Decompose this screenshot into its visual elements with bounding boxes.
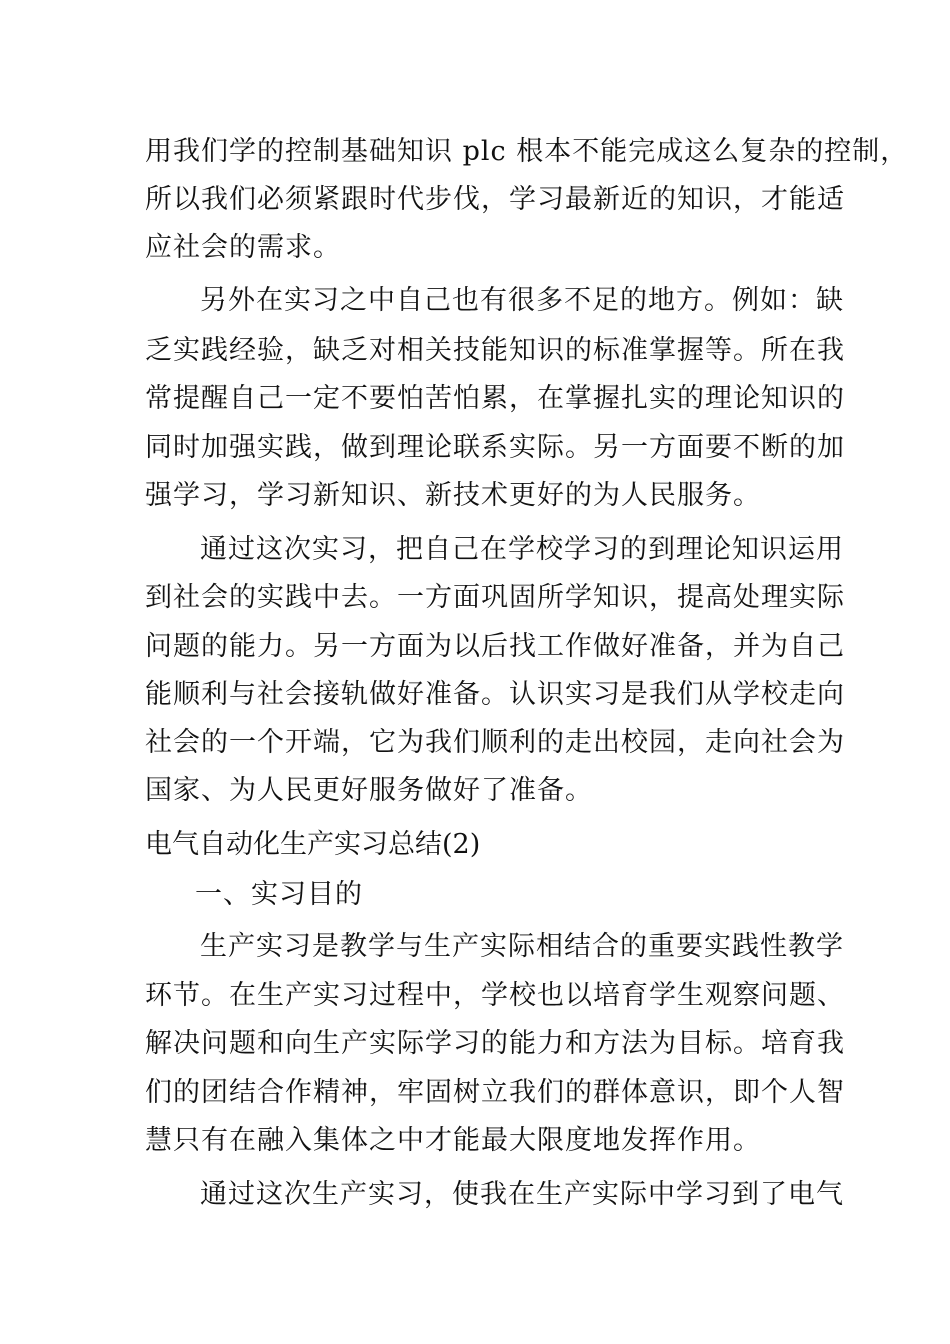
paragraph-3-line-6: 国家、为人民更好服务做好了准备。 bbox=[145, 775, 593, 806]
paragraph-2-line-5: 强学习，学习新知识、新技术更好的为人民服务。 bbox=[145, 480, 761, 511]
paragraph-1-line-2: 所以我们必须紧跟时代步伐，学习最新近的知识，才能适 bbox=[145, 184, 845, 215]
paragraph-3-line-5: 社会的一个开端，它为我们顺利的走出校园，走向社会为 bbox=[145, 727, 845, 758]
paragraph-3-line-1: 通过这次实习，把自己在学校学习的到理论知识运用 bbox=[200, 534, 844, 565]
paragraph-2-line-2: 乏实践经验，缺乏对相关技能知识的标准掌握等。所在我 bbox=[145, 335, 845, 366]
paragraph-2-line-1: 另外在实习之中自己也有很多不足的地方。例如：缺 bbox=[200, 285, 844, 316]
paragraph-2-line-4: 同时加强实践，做到理论联系实际。另一方面要不断的加 bbox=[145, 432, 845, 463]
paragraph-4-line-2: 环节。在生产实习过程中，学校也以培育学生观察问题、 bbox=[145, 980, 845, 1011]
subheading-purpose: 一、实习目的 bbox=[195, 879, 363, 910]
paragraph-5-line-1: 通过这次生产实习，使我在生产实际中学习到了电气 bbox=[200, 1179, 844, 1210]
paragraph-3-line-4: 能顺利与社会接轨做好准备。认识实习是我们从学校走向 bbox=[145, 679, 845, 710]
paragraph-4-line-5: 慧只有在融入集体之中才能最大限度地发挥作用。 bbox=[145, 1125, 761, 1156]
paragraph-1-line-1: 用我们学的控制基础知识 plc 根本不能完成这么复杂的控制， bbox=[145, 136, 909, 167]
paragraph-4-line-4: 们的团结合作精神，牢固树立我们的群体意识，即个人智 bbox=[145, 1077, 845, 1108]
paragraph-2-line-3: 常提醒自己一定不要怕苦怕累，在掌握扎实的理论知识的 bbox=[145, 383, 845, 414]
paragraph-3-line-3: 问题的能力。另一方面为以后找工作做好准备，并为自己 bbox=[145, 631, 845, 662]
paragraph-4-line-3: 解决问题和向生产实际学习的能力和方法为目标。培育我 bbox=[145, 1028, 845, 1059]
paragraph-1-line-3: 应社会的需求。 bbox=[145, 232, 341, 263]
paragraph-3-line-2: 到社会的实践中去。一方面巩固所学知识，提高处理实际 bbox=[145, 582, 845, 613]
section-title: 电气自动化生产实习总结(2) bbox=[145, 829, 481, 860]
paragraph-4-line-1: 生产实习是教学与生产实际相结合的重要实践性教学 bbox=[200, 931, 844, 962]
